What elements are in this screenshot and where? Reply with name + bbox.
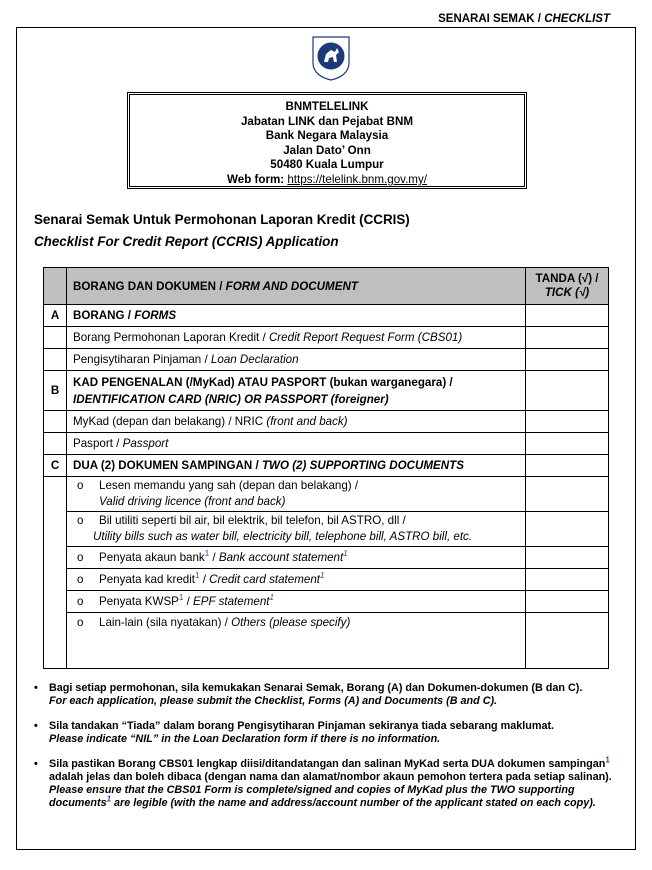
item-driving-licence-ms: Lesen memandu yang sah (depan dan belakang) / — [99, 479, 359, 492]
table-header-row — [44, 268, 609, 305]
address-line-3: Bank Negara Malaysia — [265, 129, 389, 143]
tick-cell[interactable] — [526, 327, 609, 349]
item-mykad — [67, 411, 526, 433]
item-utility-bills-ms: Bil utiliti seperti bil air, bil elektrik, bil telefon, bil ASTRO, dll / — [99, 514, 406, 527]
section-b-letter: B — [44, 371, 67, 411]
bullet-icon: o — [77, 479, 84, 492]
item-epf-statement — [67, 591, 526, 613]
footnote-mark: 1 — [605, 755, 610, 765]
note-1-ms: • Bagi setiap permohonan, sila kemukakan Senarai Semak, Borang (A) dan Dokumen-dokumen (B dan C). — [49, 682, 583, 694]
header-form-document — [67, 268, 526, 305]
footnote-mark: 1 — [320, 571, 325, 581]
tick-cell[interactable] — [526, 547, 609, 569]
table-row — [44, 477, 609, 512]
footnote-mark: 1 — [195, 571, 200, 581]
item-others — [67, 613, 526, 669]
tick-cell[interactable] — [526, 433, 609, 455]
tick-cell[interactable] — [526, 613, 609, 669]
tick-cell[interactable] — [526, 349, 609, 371]
section-c-row — [44, 455, 609, 477]
item-passport-en: Passport — [122, 437, 169, 450]
note-2-en: Please indicate “NIL” in the Loan Declaration form if there is no information. — [49, 733, 441, 745]
tick-cell[interactable] — [526, 305, 609, 327]
tick-cell[interactable] — [526, 591, 609, 613]
header-form-label-ms: BORANG DAN DOKUMEN / — [73, 279, 226, 293]
table-row — [44, 547, 609, 569]
document-frame-bottom — [16, 849, 635, 850]
section-b-title-en: IDENTIFICATION CARD (NRIC) OR PASSPORT (foreigner) — [73, 392, 389, 406]
header-label-ms: SENARAI SEMAK / — [438, 13, 545, 25]
section-a-letter: A — [44, 305, 67, 327]
web-form-line — [130, 173, 524, 188]
item-cbs01-en: Credit Report Request Form (CBS01) — [268, 331, 463, 344]
item-credit-card-en: Credit card statement — [209, 573, 320, 586]
note-item — [34, 682, 619, 708]
header-tick-ms: TANDA (√) / — [535, 272, 599, 285]
item-mykad-en: (front and back) — [266, 415, 348, 428]
item-epf-en: EPF statement — [193, 595, 270, 608]
item-cbs01-ms: Borang Permohonan Laporan Kredit / — [73, 331, 269, 344]
section-b-title-ms: KAD PENGENALAN (/MyKad) ATAU PASPORT (bukan warganegara) / — [73, 375, 453, 389]
header-tick-en: TICK (√) — [544, 286, 590, 299]
note-3-en: Please ensure that the CBS01 Form is complete/signed and copies of MyKad plus the TWO supporting documents$^1$ are legible (with the name and address/account number of the applicant stated on each copy). — [49, 784, 596, 809]
table-row — [44, 591, 609, 613]
item-bank-statement-ms: Penyata akaun bank — [99, 551, 205, 564]
item-driving-licence — [67, 477, 526, 512]
address-line-4: Jalan Dato’ Onn — [283, 143, 371, 157]
notes-list — [34, 682, 619, 819]
tick-cell[interactable] — [526, 371, 609, 411]
web-form-label: Web form: — [227, 172, 288, 186]
item-cbs01 — [67, 327, 526, 349]
address-line-2: Jabatan LINK dan Pejabat BNM — [240, 114, 413, 128]
bnm-crest-icon — [309, 35, 353, 81]
footnote-mark: 1 — [343, 549, 348, 559]
address-box — [127, 92, 527, 189]
section-a-title-en: FORMS — [134, 309, 177, 322]
address-line-5: 50480 Kuala Lumpur — [270, 158, 384, 172]
note-item — [34, 720, 619, 746]
item-others-ms: Lain-lain (sila nyatakan) / — [99, 616, 232, 629]
item-utility-bills-en: Utility bills such as water bill, electricity bill, telephone bill, ASTRO bill, etc. — [93, 530, 473, 543]
address-line-1: BNMTELELINK — [285, 100, 369, 113]
note-3-ms: • Sila pastikan Borang CBS01 lengkap diisi/ditandatangan dan salinan MyKad serta DUA dokumen sampingan$^1$ adalah jelas dan boleh dibaca (dengan nama dan alamat/nombor akaun pemohon tertera pada setiap salinan). — [49, 755, 612, 783]
footnote-mark: 1 — [204, 549, 210, 559]
header-blank-cell — [44, 268, 67, 305]
section-b-title — [67, 371, 526, 411]
item-credit-card-ms: Penyata kad kredit — [99, 573, 196, 586]
section-c-title-ms: DUA (2) DOKUMEN SAMPINGAN / — [73, 459, 262, 472]
item-utility-bills — [67, 512, 526, 547]
separator: / — [209, 551, 219, 564]
table-row — [44, 433, 609, 455]
checklist-header — [438, 13, 610, 25]
page-title-ms: Senarai Semak Untuk Permohonan Laporan Kredit (CCRIS) — [34, 212, 410, 227]
note-2-ms: • Sila tandakan “Tiada” dalam borang Pengisytiharan Pinjaman sekiranya tiada sebarang maklumat. — [49, 720, 555, 732]
item-loan-declaration — [67, 349, 526, 371]
bullet-icon: o — [77, 514, 84, 527]
footnote-mark: 1 — [106, 794, 112, 804]
item-mykad-ms: MyKad (depan dan belakang) / NRIC — [73, 415, 267, 428]
tick-cell[interactable] — [526, 411, 609, 433]
table-row — [44, 569, 609, 591]
note-1-en: For each application, please submit the Checklist, Forms (A) and Documents (B and C). — [49, 695, 498, 707]
separator: / — [199, 573, 210, 586]
item-bank-statement-en: Bank account statement — [218, 551, 344, 564]
bullet-icon: o — [77, 616, 84, 629]
header-tick — [526, 268, 609, 305]
tick-cell[interactable] — [526, 455, 609, 477]
item-driving-licence-en: Valid driving licence (front and back) — [99, 495, 286, 508]
item-epf-ms: Penyata KWSP — [99, 595, 179, 608]
section-b-row — [44, 371, 609, 411]
web-form-link[interactable]: https://telelink.bnm.gov.my/ — [287, 172, 427, 186]
header-form-label-en: FORM AND DOCUMENT — [225, 279, 358, 293]
item-passport — [67, 433, 526, 455]
bullet-icon: o — [77, 551, 84, 564]
header-label-en: CHECKLIST — [544, 13, 610, 25]
section-a-title — [67, 305, 526, 327]
checklist-table — [43, 267, 609, 669]
section-a-row — [44, 305, 609, 327]
page-title-en: Checklist For Credit Report (CCRIS) Application — [34, 234, 339, 249]
footnote-mark: 1 — [269, 593, 274, 603]
table-row — [44, 349, 609, 371]
tick-cell[interactable] — [526, 512, 609, 547]
separator: / — [183, 595, 194, 608]
table-row — [44, 613, 609, 669]
note-item — [34, 755, 619, 810]
section-c-title-en: TWO (2) SUPPORTING DOCUMENTS — [261, 459, 464, 472]
tick-cell[interactable] — [526, 477, 609, 512]
item-bank-statement — [67, 547, 526, 569]
tick-cell[interactable] — [526, 569, 609, 591]
item-loan-en: Loan Declaration — [210, 353, 299, 366]
table-row — [44, 411, 609, 433]
item-loan-ms: Pengisytiharan Pinjaman / — [73, 353, 211, 366]
section-c-letter: C — [44, 455, 67, 477]
item-passport-ms: Pasport / — [73, 437, 123, 450]
item-credit-card-statement — [67, 569, 526, 591]
bullet-icon: o — [77, 573, 84, 586]
bullet-icon: o — [77, 595, 84, 608]
section-a-title-ms: BORANG / — [73, 309, 135, 322]
table-row — [44, 327, 609, 349]
table-row — [44, 512, 609, 547]
section-c-title — [67, 455, 526, 477]
footnote-mark: 1 — [178, 593, 184, 603]
item-others-en: Others (please specify) — [231, 616, 351, 629]
